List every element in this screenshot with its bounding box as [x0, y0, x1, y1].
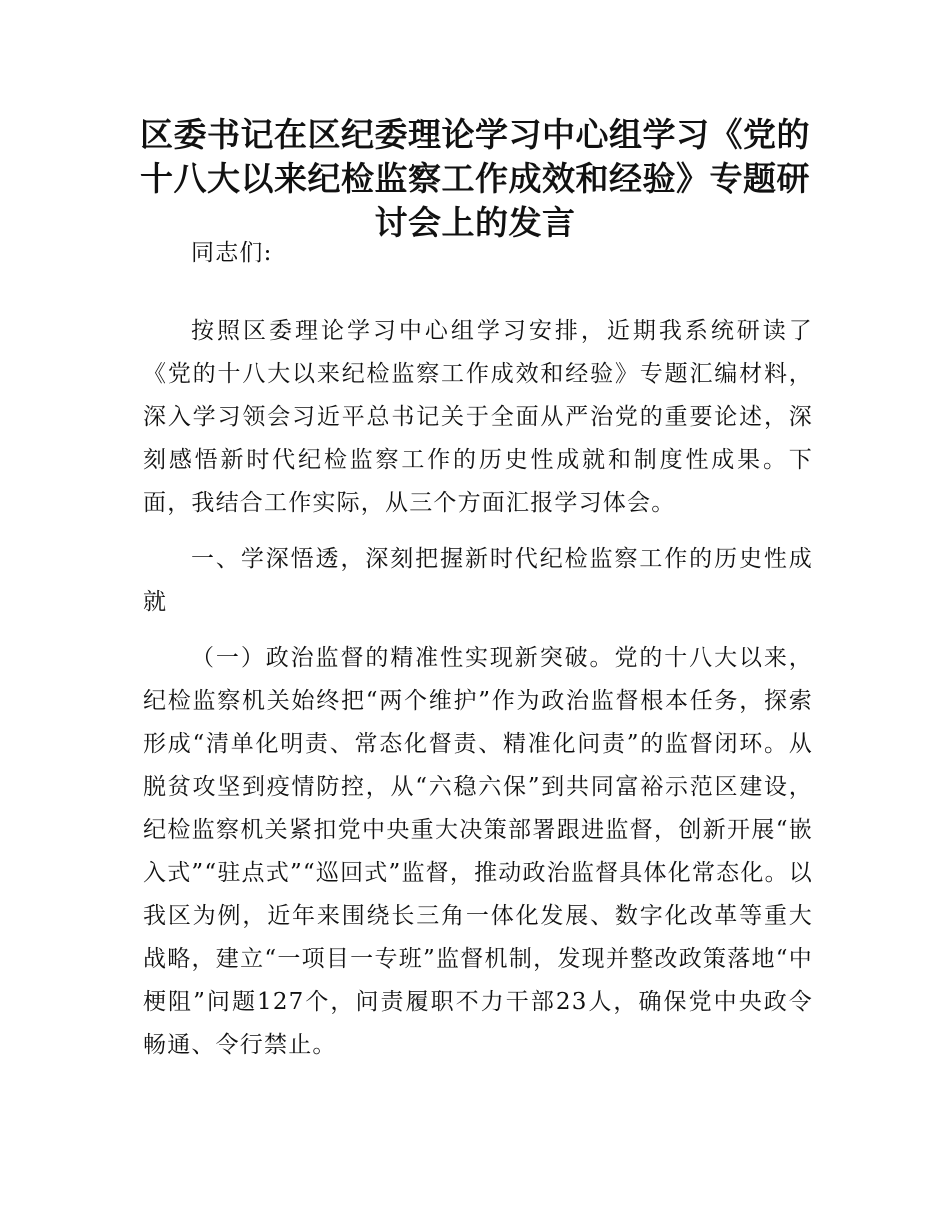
document-title: 区委书记在区纪委理论学习中心组学习《党的十八大以来纪检监察工作成效和经验》专题研讨会上的发言 — [140, 115, 810, 242]
salutation: 同志们: — [191, 240, 273, 266]
intro-paragraph: 按照区委理论学习中心组学习安排，近期我系统研读了《党的十八大以来纪检监察工作成效和经验》专题汇编材料，深入学习领会习近平总书记关于全面从严治党的重要论述，深刻感悟新时代纪检监察工作的历史性成就和制度性成果。下面，我结合工作实际，从三个方面汇报学习体会。 — [143, 318, 813, 516]
body-paragraph: （一）政治监督的精准性实现新突破。党的十八大以来，纪检监察机关始终把“两个维护”作为政治监督根本任务，探索形成“清单化明责、常态化督责、精准化问责”的监督闭环。从脱贫攻坚到疫情防控，从“六稳六保”到共同富裕示范区建设，纪检监察机关紧扣党中央重大决策部署跟进监督，创新开展“嵌入式”“驻点式”“巡回式”监督，推动政治监督具体化常态化。以我区为例，近年来围绕长三角一体化发展、数字化改革等重大战略，建立“一项目一专班”监督机制，发现并整改政策落地“中梗阻”问题127个，问责履职不力干部23人，确保党中央政令畅通、令行禁止。 — [143, 645, 813, 1058]
section-heading: 一、学深悟透，深刻把握新时代纪检监察工作的历史性成就 — [143, 546, 813, 615]
